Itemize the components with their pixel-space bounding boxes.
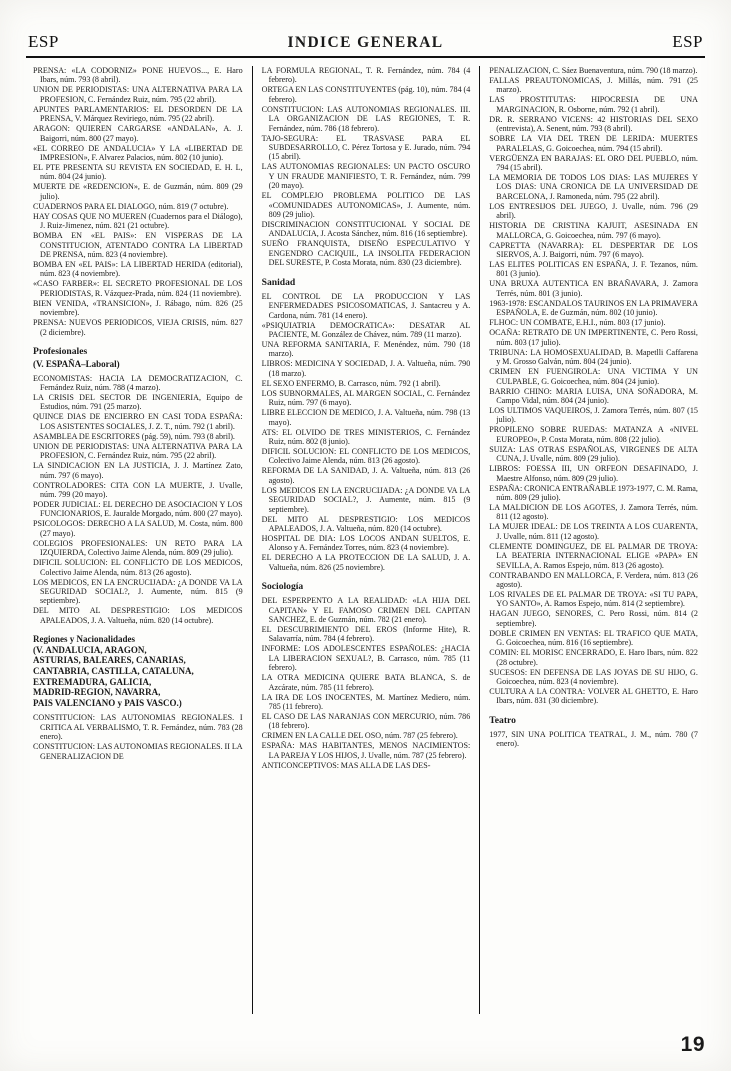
- index-entry-text: LAS PROSTITUTAS: HIPOCRESIA DE UNA MARGINACION, R. Osborne, núm. 792 (1 abril).: [489, 95, 698, 114]
- index-entry-text: LA FORMULA REGIONAL, T. R. Fernández, núm. 784 (4 febrero).: [261, 66, 471, 85]
- index-entry-text: HOSPITAL DE DIA: LOS LOCOS ANDAN SUELTOS, E. Alonso y A. Fernández Torres, núm. 823 (4 noviembre).: [261, 533, 471, 553]
- index-entry-text: LA OTRA MEDICINA QUIERE BATA BLANCA, S. de Azcárate, núm. 785 (11 febrero).: [261, 673, 471, 692]
- index-entry-text: SUCESOS: EN DEFENSA DE LAS JOYAS DE SU HIJO, G. Goicoechea, núm. 823 (4 noviembre).: [489, 667, 698, 686]
- index-entry: [262, 741, 471, 760]
- index-entry: [262, 134, 471, 162]
- index-entry-text: DOBLE CRIMEN EN VENTAS: EL TRAFICO QUE MATA, G. Goicoechea, núm. 816 (16 septiembre).: [489, 628, 698, 648]
- index-entry: [489, 687, 698, 706]
- index-entry: [489, 522, 698, 541]
- index-entry-text: DIFICIL SOLUCION: EL CONFLICTO DE LOS MEDICOS, Colectivo Jaime Alenda, núm. 813 (26 agosto).: [261, 446, 471, 466]
- index-entry: [33, 558, 243, 577]
- index-entry: [33, 374, 243, 393]
- section-subheading: (V. ESPAÑA–Laboral): [33, 359, 120, 370]
- index-entry: [262, 515, 471, 534]
- index-entry-text: EL CONTROL DE LA PRODUCCION Y LAS ENFERMEDADES PSICOSOMATICAS, J. Santacreu y A. Cardona, núm. 781 (14 enero).: [261, 291, 471, 320]
- column-content: [33, 66, 243, 761]
- index-entry-text: PRENSA: «LA CODORNIZ» PONE HUEVOS..., E. Haro Ibars, núm. 793 (8 abril).: [33, 66, 243, 85]
- index-entry-text: ATS: EL OLVIDO DE TRES MINISTERIOS, C. Fernández Ruiz, núm. 802 (8 junio).: [261, 427, 471, 446]
- index-entry-text: TRIBUNA: LA HOMOSEXUALIDAD, B. Mapetlli Caffarena y M. Grosso Galván, núm. 804 (24 junio).: [489, 347, 698, 367]
- index-entry-text: ESPAÑA: MAS HABITANTES, MENOS NACIMIENTOS: LA PAREJA Y LOS HIJOS, J. Uvalle, núm. 787 (25 febrero).: [261, 741, 471, 760]
- index-entry-text: 1963-1978: ESCANDALOS TAURINOS EN LA PRIMAVERA ESPAÑOLA, E. de Guzmán, núm. 802 (10 junio).: [489, 298, 698, 318]
- index-entry-text: INFORME: LOS ADOLESCENTES ESPAÑOLES: ¿HACIA LA LIBERACION SEXUAL?, B. Carrasco, núm. 785 (11 febrero).: [261, 644, 471, 673]
- section-heading-group: [33, 634, 243, 708]
- index-entry: [262, 596, 471, 624]
- section-heading: Sanidad: [261, 276, 296, 288]
- index-entry-text: EL COMPLEJO PROBLEMA POLITICO DE LAS «COMUNIDADES AUTONOMICAS», J. Aumente, núm. 809 (29 julio).: [261, 191, 471, 220]
- index-entry-text: EL DERECHO A LA PROTECCION DE LA SALUD, J. A. Valtueña, núm. 826 (25 noviembre).: [261, 553, 471, 572]
- index-entry: [489, 76, 698, 95]
- index-entry-text: LOS ULTIMOS VAQUEIROS, J. Zamora Terrés, núm. 807 (15 julio).: [489, 405, 698, 425]
- index-entry: [33, 481, 243, 500]
- index-entry-text: LOS SUBNORMALES, AL MARGEN SOCIAL, C. Fernández Ruiz, núm. 797 (6 mayo).: [261, 388, 471, 408]
- index-entry: [33, 519, 243, 538]
- header-divider: [26, 56, 705, 58]
- index-entry: [489, 406, 698, 425]
- index-entry: [489, 609, 698, 628]
- index-entry-text: APUNTES PARLAMENTARIOS: EL DESORDEN DE LA PRENSA, V. Márquez Reviriego, núm. 795 (22 abril).: [33, 104, 243, 124]
- index-entry: [489, 154, 698, 173]
- index-entry: [489, 503, 698, 522]
- index-entry-text: DEL ESPERPENTO A LA REALIDAD: «LA HIJA DEL CAPITAN» Y EL FAMOSO CRIMEN DEL CAPITAN SANCHEZ, E. de Guzmán, núm. 782 (21 enero).: [261, 596, 471, 624]
- index-entry-text: SUEÑO FRANQUISTA, DISEÑO ESPECULATIVO Y ENGENDRO CACIQUIL, LA INSOLITA FEDERACION DEL SURESTE, P. Costa Morata, núm. 830 (23 diciembre).: [261, 239, 471, 268]
- index-entry-text: CONTROLADORES: CITA CON LA MUERTE, J. Uvalle, núm. 799 (20 mayo).: [33, 480, 243, 500]
- index-entry: [33, 461, 243, 480]
- index-entry-text: CRIMEN EN LA CALLE DEL OSO, núm. 787 (25 febrero).: [261, 731, 458, 741]
- index-entry: [33, 412, 243, 431]
- index-entry-text: PENALIZACION, C. Sáez Buenaventura, núm. 790 (18 marzo).: [489, 66, 698, 75]
- index-entry: [262, 408, 471, 427]
- index-entry-text: VERGÜENZA EN BARAJAS: EL ORO DEL PUEBLO, núm. 794 (15 abril).: [489, 153, 698, 173]
- index-column: [479, 66, 707, 1014]
- index-entry: [33, 202, 243, 211]
- index-entry: [262, 359, 471, 378]
- index-entry-text: PSICOLOGOS: DERECHO A LA SALUD, M. Costa, núm. 800 (27 mayo).: [33, 519, 243, 538]
- index-entry-text: BIEN VENIDA, «TRANSICION», J. Rábago, núm. 826 (25 noviembre).: [33, 298, 243, 318]
- index-entry: [33, 500, 243, 519]
- index-entry: [33, 182, 243, 201]
- index-entry: [489, 648, 698, 667]
- index-entry: [489, 66, 698, 75]
- index-entry-text: UNA BRUXA AUTENTICA EN BRAÑAVARA, J. Zamora Terrés, núm. 801 (3 junio).: [489, 279, 698, 298]
- index-entry-text: «PSIQUIATRIA DEMOCRATICA»: DESATAR AL PACIENTE, M. González de Chávez, núm. 789 (11 marzo).: [261, 320, 471, 339]
- index-entry-text: TAJO-SEGURA: EL TRASVASE PARA EL SUBDESARROLLO, C. Pérez Tortosa y E. Jurado, núm. 794 (15 abril).: [261, 133, 471, 162]
- index-entry: [262, 447, 471, 466]
- index-entry-text: MUERTE DE «REDENCION», E. de Guzmán, núm. 809 (29 julio).: [33, 182, 243, 201]
- index-entry-text: «CASO FARBER»: EL SECRETO PROFESIONAL DE LOS PERIODISTAS, R. Vázquez-Prada, núm. 824 (11 noviembre).: [33, 279, 243, 298]
- index-entry: [489, 115, 698, 134]
- section-heading-line: (V. ANDALUCIA, ARAGON,: [33, 644, 147, 655]
- index-entry: [489, 387, 698, 406]
- index-entry-text: HAGAN JUEGO, SENORES, C. Pero Rossi, núm. 814 (2 septiembre).: [489, 609, 698, 628]
- index-entry-text: HAY COSAS QUE NO MUEREN (Cuadernos para el Diálogo), J. Ruiz-Jimenez, núm. 821 (21 octubre).: [33, 211, 243, 231]
- index-entry-text: FLHOC: UN COMBATE, E.H.I., núm. 803 (17 junio).: [489, 318, 666, 328]
- index-entry: [262, 693, 471, 712]
- index-entry-text: CRIMEN EN FUENGIROLA: UNA VICTIMA Y UN CULPABLE, G. Goicoechea, núm. 804 (24 junio).: [489, 367, 698, 386]
- column-content: [262, 66, 471, 770]
- index-entry: [262, 486, 471, 514]
- index-entry-text: LAS ELITES POLITICAS EN ESPAÑA, J. F. Tezanos, núm. 801 (3 junio).: [489, 260, 698, 279]
- index-entry: [489, 367, 698, 386]
- column-content: [489, 66, 698, 749]
- index-entry: [489, 202, 698, 221]
- index-entry: [33, 85, 243, 104]
- index-column: [252, 66, 480, 1014]
- index-entry-text: DR. R. SERRANO VICENS: 42 HISTORIAS DEL SEXO (entrevista), A. Senent, núm. 793 (8 abril).: [489, 114, 698, 134]
- index-entry: [262, 379, 471, 388]
- index-entry-text: HISTORIA DE CRISTINA KAJUIT, ASESINADA EN MALLORCA, G. Goicoechea, núm. 797 (6 mayo).: [489, 221, 698, 240]
- index-entry: [262, 731, 471, 740]
- index-entry-text: LA CRISIS DEL SECTOR DE INGENIERIA, Equipo de Estudios, núm. 791 (25 marzo).: [33, 393, 243, 412]
- header-right-label: ESP: [672, 32, 703, 51]
- index-entry-text: DIFICIL SOLUCION: EL CONFLICTO DE LOS MEDICOS, Colectivo Jaime Alenda, núm. 813 (26 agosto).: [33, 558, 243, 577]
- section-heading: Teatro: [489, 714, 516, 726]
- index-entry-text: EL CASO DE LAS NARANJAS CON MERCURIO, núm. 786 (18 febrero).: [261, 712, 471, 731]
- header-left-label: ESP: [28, 32, 59, 51]
- index-entry: [262, 239, 471, 267]
- index-entry: [262, 534, 471, 553]
- index-column: [24, 66, 252, 1014]
- index-entry-text: LA MEMORIA DE TODOS LOS DIAS: LAS MUJERES Y LOS DIAS: UNA CRONICA DE LA UNIVERSIDAD DE BARCELONA, J. Ramoneda, núm. 795 (22 abril).: [489, 173, 698, 201]
- index-entry-text: «EL CORREO DE ANDALUCIA» Y LA «LIBERTAD DE IMPRESION», F. Alvarez Palacios, núm. 802 (10 junio).: [33, 143, 243, 163]
- index-entry: [33, 279, 243, 298]
- index-entry: [489, 95, 698, 114]
- index-entry: [262, 466, 471, 485]
- section-heading-line: CANTABRIA, CASTILLA, CATALUNA,: [33, 666, 194, 677]
- index-entry: [262, 712, 471, 731]
- index-entry: [262, 553, 471, 572]
- index-entry-text: DEL MITO AL DESPRESTIGIO: LOS MEDICOS APALEADOS, J. A. Valtueña, núm. 820 (14 octubre).: [261, 514, 471, 533]
- index-entry: [33, 231, 243, 259]
- index-entry: [262, 292, 471, 320]
- index-entry-text: SOBRE LA VIA DEL TREN DE LERIDA: MUERTES PARALELAS, G. Goicoechea, núm. 794 (15 abril).: [489, 134, 698, 153]
- index-entry-text: UNION DE PERIODISTAS: UNA ALTERNATIVA PARA LA PROFESION, C. Fernández Ruiz, núm. 795 (22 abril).: [33, 441, 243, 461]
- index-entry-text: LOS RIVALES DE EL PALMAR DE TROYA: «SI TU PAPA, YO SANTO», A. Ramos Espejo, núm. 814 (2 septiembre).: [489, 589, 698, 609]
- index-entry: [262, 761, 471, 770]
- index-entry-text: CONTRABANDO EN MALLORCA, F. Verdera, núm. 813 (26 agosto).: [489, 570, 698, 589]
- index-entry: [262, 340, 471, 359]
- index-entry-text: COMIN: EL MORISC ENCERRADO, E. Haro Ibars, núm. 822 (28 octubre).: [489, 648, 698, 667]
- index-entry: [33, 105, 243, 124]
- index-entry: [33, 442, 243, 461]
- index-entry-text: EL PTE PRESENTA SU REVISTA EN SOCIEDAD, E. H. L, núm. 804 (24 junio).: [33, 163, 243, 182]
- index-entry: [262, 191, 471, 219]
- index-entry-text: 1977, SIN UNA POLITICA TEATRAL, J. M., núm. 780 (7 enero).: [489, 729, 698, 749]
- index-entry: [33, 144, 243, 163]
- index-entry: [33, 742, 243, 761]
- index-entry-text: LIBROS: FOESSA III, UN ORFEON DESAFINADO, J. Maestre Alfonso, núm. 809 (29 julio).: [489, 464, 698, 483]
- index-entry: [489, 542, 698, 570]
- index-entry-text: LIBROS: MEDICINA Y SOCIEDAD, J. A. Valtueña, núm. 790 (18 marzo).: [261, 359, 471, 378]
- index-entry: [489, 484, 698, 503]
- index-entry-text: ORTEGA EN LAS CONSTITUYENTES (pág. 10), núm. 784 (4 febrero).: [261, 85, 471, 104]
- index-entry-text: DISCRIMINACION CONSTITUCIONAL Y SOCIAL DE ANDALUCIA, J. Acosta Sánchez, núm. 816 (16 septiembre).: [261, 220, 471, 239]
- index-entry: [489, 173, 698, 201]
- index-entry-text: QUINCE DIAS DE ENCIERRO EN CASI TODA ESPAÑA: LOS ASISTENTES SOCIALES, J. Z. T., núm. 792 (1 abril).: [33, 412, 243, 431]
- section-heading: Profesionales: [33, 346, 88, 358]
- index-entry: [33, 432, 243, 441]
- index-entry-text: FALLAS PREAUTONOMICAS, J. Millás, núm. 791 (25 marzo).: [489, 76, 698, 95]
- index-entry-text: EL SEXO ENFERMO, B. Carrasco, núm. 792 (1 abril).: [261, 378, 441, 388]
- index-entry: [33, 260, 243, 279]
- index-entry-text: LA SINDICACION EN LA JUSTICIA, J. J. Martínez Zato, núm. 797 (6 mayo).: [33, 461, 243, 480]
- index-entry-text: EL DESCUBRIMIENTO DEL EROS (Informe Hite), R. Salavarría, núm. 784 (4 febrero).: [261, 625, 471, 644]
- index-entry: [33, 578, 243, 606]
- index-entry: [489, 279, 698, 298]
- index-entry: [262, 644, 471, 672]
- index-entry: [489, 348, 698, 367]
- index-entry: [33, 393, 243, 412]
- section-heading-line: EXTREMADURA, GALICIA,: [33, 676, 152, 687]
- index-entry-text: LOS ENTRESIJOS DEL JUEGO, J. Uvalle, núm. 796 (29 abril).: [489, 201, 698, 221]
- index-entry-text: BARRIO CHINO: MARIA LUISA, UNA SOÑADORA, M. Campo Vidal, núm. 804 (24 junio).: [489, 386, 698, 405]
- index-entry: [489, 590, 698, 609]
- index-entry: [489, 241, 698, 260]
- index-entry: [33, 539, 243, 558]
- index-entry: [489, 221, 698, 240]
- index-entry-text: ECONOMISTAS: HACIA LA DEMOCRATIZACION, C. Fernández Ruiz, núm. 788 (4 marzo).: [33, 373, 243, 392]
- index-entry: [262, 85, 471, 104]
- index-entry: [489, 629, 698, 648]
- index-entry: [489, 425, 698, 444]
- index-entry-text: LA MUJER IDEAL: DE LOS TREINTA A LOS CUARENTA, J. Uvalle, núm. 811 (12 agosto).: [489, 522, 698, 541]
- index-entry-text: CULTURA A LA CONTRA: VOLVER AL GHETTO, E. Haro Ibars, núm. 831 (30 diciembre).: [489, 687, 698, 706]
- section-heading-line: ASTURIAS, BALEARES, CANARIAS,: [33, 655, 186, 666]
- index-entry-text: LAS AUTONOMIAS REGIONALES: UN PACTO OSCURO Y UN FRAUDE MANIFIESTO, T. R. Fernández, núm. 799 (20 mayo).: [261, 162, 471, 191]
- section-heading-line: Regiones y Nacionalidades: [33, 634, 136, 645]
- index-entry: [33, 212, 243, 231]
- index-entry-text: ARAGON: QUIEREN CARGARSE «ANDALAN», A. J. Baigorri, núm. 800 (27 mayo).: [33, 124, 243, 143]
- index-entry: [262, 389, 471, 408]
- index-columns: [24, 66, 707, 1014]
- index-entry: [489, 318, 698, 327]
- page-header: [24, 22, 707, 52]
- index-entry-text: UNION DE PERIODISTAS: UNA ALTERNATIVA PARA LA PROFESION, C. Fernández Ruiz, núm. 795 (22 abril).: [33, 85, 243, 104]
- index-entry-text: ASAMBLEA DE ESCRITORES (pág. 59), núm. 793 (8 abril).: [33, 431, 235, 441]
- page-number: 19: [680, 1033, 705, 1056]
- page-title: INDICE GENERAL: [287, 34, 444, 51]
- index-entry-text: BOMBA EN «EL PAIS»: LA LIBERTAD HERIDA (editorial), núm. 823 (4 noviembre).: [33, 260, 243, 279]
- index-entry: [262, 673, 471, 692]
- index-entry-text: OCAÑA: RETRATO DE UN IMPERTINENTE, C. Pero Rossi, núm. 803 (17 julio).: [489, 328, 698, 347]
- index-entry: [489, 730, 698, 749]
- index-entry: [489, 668, 698, 687]
- index-entry-text: CONSTITUCION: LAS AUTONOMIAS REGIONALES. III. LA ORGANIZACION DE LAS REGIONES, T. R. Fernández, núm. 786 (18 febrero).: [261, 104, 471, 133]
- section-heading-line: PAIS VALENCIANO y PAIS VASCO.): [33, 697, 182, 708]
- index-entry: [489, 571, 698, 590]
- index-entry: [262, 321, 471, 340]
- index-entry-text: REFORMA DE LA SANIDAD, J. A. Valtueña, núm. 813 (26 agosto).: [261, 466, 471, 485]
- index-entry: [262, 428, 471, 447]
- index-entry-text: LA IRA DE LOS INOCENTES, M. Martínez Mediero, núm. 785 (11 febrero).: [261, 692, 471, 712]
- index-entry-text: ESPAÑA: CRONICA ENTRAÑABLE 1973-1977, C. M. Rama, núm. 809 (29 julio).: [489, 483, 698, 502]
- index-entry: [262, 625, 471, 644]
- index-entry: [33, 318, 243, 337]
- index-entry: [33, 606, 243, 625]
- index-entry: [33, 124, 243, 143]
- index-entry-text: BOMBA EN «EL PAIS»: EN VISPERAS DE LA CONSTITUCION, ATENTADO CONTRA LA LIBERTAD DE PRENSA, núm. 823 (4 noviembre).: [33, 231, 243, 260]
- index-entry-text: PRENSA: NUEVOS PERIODICOS, VIEJA CRISIS, núm. 827 (2 diciembre).: [33, 318, 243, 337]
- index-entry: [489, 328, 698, 347]
- index-entry-text: UNA REFORMA SANITARIA, F. Menéndez, núm. 790 (18 marzo).: [261, 339, 471, 359]
- index-entry-text: PROPILENO SOBRE RUEDAS: MATANZA A «NIVEL EUROPEO», P. Costa Morata, núm. 808 (22 julio).: [489, 425, 698, 444]
- index-entry-text: PODER JUDICIAL: EL DERECHO DE ASOCIACION Y LOS FUNCIONARIOS, E. Jauralde Morgado, núm. 800 (27 mayo).: [33, 500, 243, 519]
- index-entry: [33, 66, 243, 85]
- index-entry-text: DEL MITO AL DESPRESTIGIO: LOS MEDICOS APALEADOS, J. A. Valtueña, núm. 820 (14 octubre).: [33, 606, 243, 625]
- index-entry-text: LOS MEDICOS EN LA ENCRUCIJADA: ¿A DONDE VA LA SEGURIDAD SOCIAL?, J. Aumente, núm. 815 (9 septiembre).: [261, 485, 471, 514]
- index-entry-text: CONSTITUCION: LAS AUTONOMIAS REGIONALES. I CRITICA AL VERBALISMO, T. R. Fernández, núm. 783 (28 enero).: [33, 713, 243, 742]
- index-entry-text: CONSTITUCION: LAS AUTONOMIAS REGIONALES. II LA GENERALIZACION DE: [33, 742, 243, 761]
- index-entry-text: LIBRE ELECCION DE MEDICO, J. A. Valtueña, núm. 798 (13 mayo).: [261, 408, 471, 427]
- index-entry: [489, 299, 698, 318]
- index-entry-text: SUIZA: LAS OTRAS ESPAÑOLAS, VIRGENES DE ALTA CUNA, J. Uvalle, núm. 809 (29 julio).: [489, 444, 698, 464]
- index-entry-text: CLEMENTE DOMINGUEZ, DE EL PALMAR DE TROYA: LA BEATERIA INTERNACIONAL ELIGE «PAPA» EN SEVILLA, A. Ramos Espejo, núm. 813 (26 agosto).: [489, 541, 698, 570]
- index-entry-text: LA MALDICION DE LOS AGOTES, J. Zamora Terrés, núm. 811 (12 agosto).: [489, 502, 698, 522]
- index-entry-text: CAPRETTA (NAVARRA): EL DESPERTAR DE LOS SIERVOS, A. J. Baigorri, núm. 797 (6 mayo).: [489, 240, 698, 260]
- index-entry: [262, 105, 471, 133]
- index-entry: [262, 220, 471, 239]
- index-entry-text: LOS MEDICOS, EN LA ENCRUCIJADA: ¿A DONDE VA LA SEGURIDAD SOCIAL?, J. Aumente, núm. 815 (9 septiembre).: [33, 577, 243, 606]
- index-entry: [489, 445, 698, 464]
- index-entry-text: COLEGIOS PROFESIONALES: UN RETO PARA LA IZQUIERDA, Colectivo Jaime Alenda, núm. 809 (29 julio).: [33, 538, 243, 558]
- index-entry: [33, 163, 243, 182]
- index-entry-text: CUADERNOS PARA EL DIALOGO, núm. 819 (7 octubre).: [33, 201, 229, 211]
- index-entry: [33, 299, 243, 318]
- index-entry: [33, 713, 243, 741]
- index-entry: [489, 134, 698, 153]
- index-entry: [489, 464, 698, 483]
- section-heading-line: MADRID-REGION, NAVARRA,: [33, 687, 161, 698]
- index-entry: [262, 66, 471, 85]
- index-entry: [489, 260, 698, 279]
- index-entry-text: ANTICONCEPTIVOS: MAS ALLA DE LAS DES-: [261, 760, 431, 770]
- index-entry: [262, 162, 471, 190]
- section-heading: Sociología: [261, 581, 304, 593]
